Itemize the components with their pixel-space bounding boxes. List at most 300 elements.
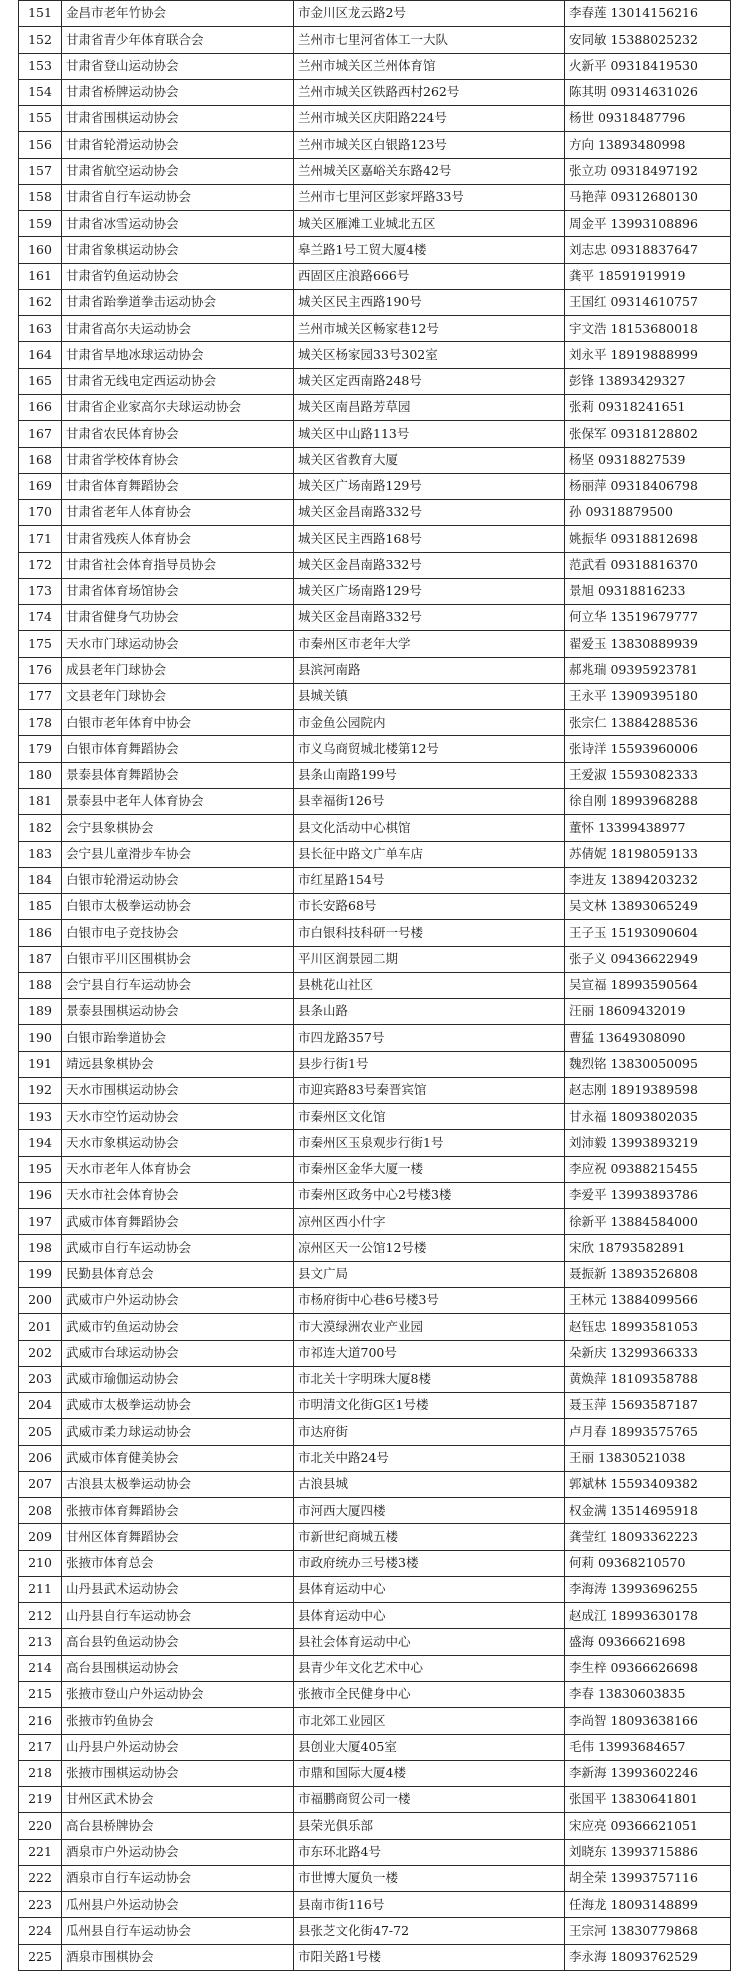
address-cell: 城关区金昌南路332号	[294, 605, 565, 631]
table-row	[19, 1813, 731, 1839]
address-cell: 市北关中路24号	[294, 1445, 565, 1471]
row-number-cell: 188	[19, 972, 62, 998]
row-number-cell: 190	[19, 1025, 62, 1051]
address-cell: 城关区雁滩工业城北五区	[294, 211, 565, 237]
table-row	[19, 1261, 731, 1287]
contact-cell: 李新海 13993602246	[565, 1760, 731, 1786]
row-number-cell: 194	[19, 1130, 62, 1156]
row-number-cell: 171	[19, 526, 62, 552]
contact-cell: 李进友 13894203232	[565, 867, 731, 893]
table-row	[19, 1340, 731, 1366]
association-name-cell: 甘州区武术协会	[62, 1787, 294, 1813]
table-row	[19, 27, 731, 53]
contact-cell: 曹猛 13649308090	[565, 1025, 731, 1051]
table-row	[19, 1944, 731, 1970]
address-cell: 市金鱼公园院内	[294, 710, 565, 736]
address-cell: 古浪县城	[294, 1471, 565, 1497]
contact-cell: 方向 13893480998	[565, 132, 731, 158]
contact-cell: 吴文林 13893065249	[565, 894, 731, 920]
contact-cell: 李尚智 18093638166	[565, 1708, 731, 1734]
table-row	[19, 1576, 731, 1602]
association-name-cell: 天水市围棋运动协会	[62, 1077, 294, 1103]
table-row	[19, 1156, 731, 1182]
contact-cell: 陈其明 09314631026	[565, 79, 731, 105]
row-number-cell: 174	[19, 605, 62, 631]
row-number-cell: 159	[19, 211, 62, 237]
row-number-cell: 192	[19, 1077, 62, 1103]
address-cell: 市迎宾路83号秦晋宾馆	[294, 1077, 565, 1103]
association-name-cell: 武威市太极拳运动协会	[62, 1393, 294, 1419]
association-name-cell: 甘肃省无线电定西运动协会	[62, 368, 294, 394]
contact-cell: 魏烈铭 13830050095	[565, 1051, 731, 1077]
row-number-cell: 167	[19, 421, 62, 447]
address-cell: 县城关镇	[294, 683, 565, 709]
table-row	[19, 1918, 731, 1944]
association-name-cell: 高台县桥牌协会	[62, 1813, 294, 1839]
association-name-cell: 高台县围棋运动协会	[62, 1655, 294, 1681]
address-cell: 兰州城关区嘉峪关东路42号	[294, 158, 565, 184]
address-cell: 市四龙路357号	[294, 1025, 565, 1051]
contact-cell: 范武看 09318816370	[565, 552, 731, 578]
address-cell: 城关区民主西路190号	[294, 289, 565, 315]
address-cell: 县条山南路199号	[294, 762, 565, 788]
address-cell: 城关区金昌南路332号	[294, 500, 565, 526]
table-row	[19, 526, 731, 552]
association-name-cell: 甘肃省高尔夫运动协会	[62, 316, 294, 342]
contact-cell: 刘晓东 13993715886	[565, 1839, 731, 1865]
row-number-cell: 151	[19, 1, 62, 27]
association-name-cell: 甘肃省农民体育协会	[62, 421, 294, 447]
contact-cell: 张子义 09436622949	[565, 946, 731, 972]
table-row	[19, 1682, 731, 1708]
contact-cell: 汪丽 18609432019	[565, 999, 731, 1025]
association-name-cell: 甘肃省围棋运动协会	[62, 106, 294, 132]
association-name-cell: 白银市太极拳运动协会	[62, 894, 294, 920]
contact-cell: 李春 13830603835	[565, 1682, 731, 1708]
table-row	[19, 106, 731, 132]
contact-cell: 李春莲 13014156216	[565, 1, 731, 27]
contact-cell: 王爱淑 15593082333	[565, 762, 731, 788]
row-number-cell: 160	[19, 237, 62, 263]
association-name-cell: 酒泉市自行车运动协会	[62, 1865, 294, 1891]
address-cell: 市杨府街中心巷6号楼3号	[294, 1288, 565, 1314]
address-cell: 城关区省教育大厦	[294, 447, 565, 473]
table-row	[19, 289, 731, 315]
contact-cell: 赵钰忠 18993581053	[565, 1314, 731, 1340]
contact-cell: 孙 09318879500	[565, 500, 731, 526]
contact-cell: 王永平 13909395180	[565, 683, 731, 709]
contact-cell: 姚振华 09318812698	[565, 526, 731, 552]
row-number-cell: 214	[19, 1655, 62, 1681]
row-number-cell: 219	[19, 1787, 62, 1813]
table-row	[19, 1025, 731, 1051]
table-row	[19, 736, 731, 762]
row-number-cell: 217	[19, 1734, 62, 1760]
address-cell: 县滨河南路	[294, 657, 565, 683]
association-name-cell: 瓜州县户外运动协会	[62, 1892, 294, 1918]
contact-cell: 何莉 09368210570	[565, 1550, 731, 1576]
contact-cell: 何立华 13519679777	[565, 605, 731, 631]
association-name-cell: 甘肃省老年人体育协会	[62, 500, 294, 526]
association-name-cell: 酒泉市户外运动协会	[62, 1839, 294, 1865]
row-number-cell: 170	[19, 500, 62, 526]
address-cell: 凉州区天一公馆12号楼	[294, 1235, 565, 1261]
association-name-cell: 甘肃省冰雪运动协会	[62, 211, 294, 237]
table-row	[19, 473, 731, 499]
association-name-cell: 武威市台球运动协会	[62, 1340, 294, 1366]
association-name-cell: 酒泉市围棋协会	[62, 1944, 294, 1970]
row-number-cell: 204	[19, 1393, 62, 1419]
address-cell: 市新世纪商城五楼	[294, 1524, 565, 1550]
contact-cell: 龚平 18591919919	[565, 263, 731, 289]
row-number-cell: 156	[19, 132, 62, 158]
contact-cell: 聂振新 13893526808	[565, 1261, 731, 1287]
table-row	[19, 841, 731, 867]
row-number-cell: 175	[19, 631, 62, 657]
table-row	[19, 79, 731, 105]
address-cell: 县条山路	[294, 999, 565, 1025]
table-row	[19, 1471, 731, 1497]
contact-cell: 杨丽萍 09318406798	[565, 473, 731, 499]
association-name-cell: 天水市门球运动协会	[62, 631, 294, 657]
address-cell: 县幸福街126号	[294, 788, 565, 814]
row-number-cell: 198	[19, 1235, 62, 1261]
association-name-cell: 甘肃省跆拳道拳击运动协会	[62, 289, 294, 315]
contact-cell: 宋欣 18793582891	[565, 1235, 731, 1261]
address-cell: 县体育运动中心	[294, 1603, 565, 1629]
row-number-cell: 158	[19, 184, 62, 210]
association-name-cell: 武威市体育舞蹈协会	[62, 1209, 294, 1235]
row-number-cell: 153	[19, 53, 62, 79]
table-row	[19, 368, 731, 394]
address-cell: 县体育运动中心	[294, 1576, 565, 1602]
table-row	[19, 999, 731, 1025]
contact-cell: 任海龙 18093148899	[565, 1892, 731, 1918]
association-name-cell: 会宁县象棋协会	[62, 815, 294, 841]
contact-cell: 王宗河 13830779868	[565, 1918, 731, 1944]
row-number-cell: 164	[19, 342, 62, 368]
contact-cell: 徐自刚 18993968288	[565, 788, 731, 814]
row-number-cell: 161	[19, 263, 62, 289]
row-number-cell: 201	[19, 1314, 62, 1340]
contact-cell: 甘永福 18093802035	[565, 1104, 731, 1130]
association-name-cell: 张掖市围棋运动协会	[62, 1760, 294, 1786]
association-name-cell: 白银市电子竞技协会	[62, 920, 294, 946]
table-row	[19, 1655, 731, 1681]
contact-cell: 王子玉 15193090604	[565, 920, 731, 946]
table-row	[19, 1104, 731, 1130]
row-number-cell: 213	[19, 1629, 62, 1655]
address-cell: 县长征中路文广单车店	[294, 841, 565, 867]
contact-cell: 杨世 09318487796	[565, 106, 731, 132]
address-cell: 县桃花山社区	[294, 972, 565, 998]
table-row	[19, 788, 731, 814]
address-cell: 张掖市全民健身中心	[294, 1682, 565, 1708]
association-name-cell: 甘肃省青少年体育联合会	[62, 27, 294, 53]
association-name-cell: 武威市自行车运动协会	[62, 1235, 294, 1261]
contact-cell: 郭斌林 15593409382	[565, 1471, 731, 1497]
association-name-cell: 白银市轮滑运动协会	[62, 867, 294, 893]
table-row	[19, 211, 731, 237]
address-cell: 市秦州区金华大厦一楼	[294, 1156, 565, 1182]
contact-cell: 马艳萍 09312680130	[565, 184, 731, 210]
table-row	[19, 657, 731, 683]
row-number-cell: 189	[19, 999, 62, 1025]
row-number-cell: 166	[19, 394, 62, 420]
contact-cell: 张宗仁 13884288536	[565, 710, 731, 736]
address-cell: 西固区庄浪路666号	[294, 263, 565, 289]
row-number-cell: 157	[19, 158, 62, 184]
table-row	[19, 53, 731, 79]
table-row	[19, 894, 731, 920]
contact-cell: 权金满 13514695918	[565, 1498, 731, 1524]
association-name-cell: 甘肃省健身气功协会	[62, 605, 294, 631]
table-row	[19, 867, 731, 893]
table-row	[19, 1734, 731, 1760]
row-number-cell: 180	[19, 762, 62, 788]
address-cell: 市长安路68号	[294, 894, 565, 920]
contact-cell: 张保军 09318128802	[565, 421, 731, 447]
table-row	[19, 132, 731, 158]
contact-cell: 郝兆瑞 09395923781	[565, 657, 731, 683]
row-number-cell: 218	[19, 1760, 62, 1786]
address-cell: 市阳关路1号楼	[294, 1944, 565, 1970]
row-number-cell: 169	[19, 473, 62, 499]
row-number-cell: 200	[19, 1288, 62, 1314]
contact-cell: 黄焕萍 18109358788	[565, 1366, 731, 1392]
table-row	[19, 605, 731, 631]
table-row	[19, 447, 731, 473]
row-number-cell: 186	[19, 920, 62, 946]
contact-cell: 王林元 13884099566	[565, 1288, 731, 1314]
association-name-cell: 甘肃省自行车运动协会	[62, 184, 294, 210]
table-row	[19, 1865, 731, 1891]
row-number-cell: 215	[19, 1682, 62, 1708]
association-name-cell: 文县老年门球协会	[62, 683, 294, 709]
table-row	[19, 158, 731, 184]
table-row	[19, 1708, 731, 1734]
table-row	[19, 972, 731, 998]
contact-cell: 安同敏 15388025232	[565, 27, 731, 53]
address-cell: 市明清文化街G区1号楼	[294, 1393, 565, 1419]
row-number-cell: 183	[19, 841, 62, 867]
address-cell: 县社会体育运动中心	[294, 1629, 565, 1655]
table-row	[19, 342, 731, 368]
row-number-cell: 187	[19, 946, 62, 972]
row-number-cell: 195	[19, 1156, 62, 1182]
address-cell: 市祁连大道700号	[294, 1340, 565, 1366]
row-number-cell: 225	[19, 1944, 62, 1970]
table-row	[19, 920, 731, 946]
row-number-cell: 209	[19, 1524, 62, 1550]
address-cell: 市政府统办三号楼3楼	[294, 1550, 565, 1576]
association-name-cell: 瓜州县自行车运动协会	[62, 1918, 294, 1944]
contact-cell: 刘志忠 09318837647	[565, 237, 731, 263]
association-name-cell: 甘州区体育舞蹈协会	[62, 1524, 294, 1550]
address-cell: 城关区广场南路129号	[294, 473, 565, 499]
table-row	[19, 1209, 731, 1235]
association-name-cell: 天水市社会体育协会	[62, 1182, 294, 1208]
row-number-cell: 168	[19, 447, 62, 473]
association-name-cell: 甘肃省旱地冰球运动协会	[62, 342, 294, 368]
address-cell: 市金川区龙云路2号	[294, 1, 565, 27]
table-row	[19, 237, 731, 263]
address-cell: 城关区中山路113号	[294, 421, 565, 447]
row-number-cell: 199	[19, 1261, 62, 1287]
table-row	[19, 631, 731, 657]
contact-cell: 盛海 09366621698	[565, 1629, 731, 1655]
table-row	[19, 1235, 731, 1261]
table-row	[19, 762, 731, 788]
table-row	[19, 316, 731, 342]
address-cell: 城关区南昌路芳草园	[294, 394, 565, 420]
contact-cell: 徐新平 13884584000	[565, 1209, 731, 1235]
association-name-cell: 白银市老年体育中协会	[62, 710, 294, 736]
association-name-cell: 武威市体育健美协会	[62, 1445, 294, 1471]
table-row	[19, 1839, 731, 1865]
contact-cell: 火新平 09318419530	[565, 53, 731, 79]
association-name-cell: 甘肃省桥牌运动协会	[62, 79, 294, 105]
address-cell: 兰州市城关区兰州体育馆	[294, 53, 565, 79]
table-row	[19, 1524, 731, 1550]
address-cell: 市秦州区市老年大学	[294, 631, 565, 657]
contact-cell: 宋应亮 09366621051	[565, 1813, 731, 1839]
address-cell: 城关区民主西路168号	[294, 526, 565, 552]
table-row	[19, 1314, 731, 1340]
association-name-cell: 山丹县户外运动协会	[62, 1734, 294, 1760]
table-row	[19, 184, 731, 210]
association-name-cell: 甘肃省社会体育指导员协会	[62, 552, 294, 578]
association-name-cell: 武威市钓鱼运动协会	[62, 1314, 294, 1340]
row-number-cell: 203	[19, 1366, 62, 1392]
address-cell: 县南市街116号	[294, 1892, 565, 1918]
association-name-cell: 甘肃省轮滑运动协会	[62, 132, 294, 158]
table-row	[19, 1603, 731, 1629]
contact-cell: 赵成江 18993630178	[565, 1603, 731, 1629]
table-row	[19, 1393, 731, 1419]
row-number-cell: 155	[19, 106, 62, 132]
row-number-cell: 176	[19, 657, 62, 683]
row-number-cell: 208	[19, 1498, 62, 1524]
row-number-cell: 178	[19, 710, 62, 736]
contact-cell: 张国平 13830641801	[565, 1787, 731, 1813]
association-name-cell: 甘肃省企业家高尔夫球运动协会	[62, 394, 294, 420]
address-cell: 县张芝文化街47-72	[294, 1918, 565, 1944]
contact-cell: 张莉 09318241651	[565, 394, 731, 420]
table-row	[19, 1760, 731, 1786]
association-name-cell: 靖远县象棋协会	[62, 1051, 294, 1077]
table-row	[19, 1077, 731, 1103]
row-number-cell: 221	[19, 1839, 62, 1865]
table-row	[19, 683, 731, 709]
row-number-cell: 191	[19, 1051, 62, 1077]
address-cell: 市河西大厦四楼	[294, 1498, 565, 1524]
table-row	[19, 1288, 731, 1314]
association-name-cell: 武威市户外运动协会	[62, 1288, 294, 1314]
address-cell: 县文化活动中心棋馆	[294, 815, 565, 841]
association-name-cell: 山丹县自行车运动协会	[62, 1603, 294, 1629]
address-cell: 市秦州区文化馆	[294, 1104, 565, 1130]
row-number-cell: 152	[19, 27, 62, 53]
association-name-cell: 白银市平川区围棋协会	[62, 946, 294, 972]
contact-cell: 王丽 13830521038	[565, 1445, 731, 1471]
address-cell: 城关区定西南路248号	[294, 368, 565, 394]
association-name-cell: 武威市柔力球运动协会	[62, 1419, 294, 1445]
address-cell: 城关区金昌南路332号	[294, 552, 565, 578]
association-name-cell: 甘肃省钓鱼运动协会	[62, 263, 294, 289]
association-name-cell: 天水市空竹运动协会	[62, 1104, 294, 1130]
table-row	[19, 710, 731, 736]
row-number-cell: 181	[19, 788, 62, 814]
row-number-cell: 172	[19, 552, 62, 578]
contact-cell: 宇文浩 18153680018	[565, 316, 731, 342]
table-row	[19, 263, 731, 289]
address-cell: 兰州市城关区铁路西村262号	[294, 79, 565, 105]
association-name-cell: 天水市象棋运动协会	[62, 1130, 294, 1156]
contact-cell: 李爱平 13993893786	[565, 1182, 731, 1208]
table-row	[19, 1892, 731, 1918]
address-cell: 兰州市七里河区彭家坪路33号	[294, 184, 565, 210]
association-name-cell: 景泰县体育舞蹈协会	[62, 762, 294, 788]
table-row	[19, 1550, 731, 1576]
row-number-cell: 196	[19, 1182, 62, 1208]
contact-cell: 李海涛 13993696255	[565, 1576, 731, 1602]
contact-cell: 吴宣福 18993590564	[565, 972, 731, 998]
address-cell: 市红星路154号	[294, 867, 565, 893]
address-cell: 市鼎和国际大厦4楼	[294, 1760, 565, 1786]
row-number-cell: 224	[19, 1918, 62, 1944]
table-row	[19, 578, 731, 604]
address-cell: 市白银科技科研一号楼	[294, 920, 565, 946]
contact-cell: 赵志刚 18919389598	[565, 1077, 731, 1103]
row-number-cell: 211	[19, 1576, 62, 1602]
table-row	[19, 946, 731, 972]
contact-cell: 毛伟 13993684657	[565, 1734, 731, 1760]
row-number-cell: 165	[19, 368, 62, 394]
table-row	[19, 815, 731, 841]
table-body	[19, 1, 731, 1971]
address-cell: 兰州市城关区白银路123号	[294, 132, 565, 158]
contact-cell: 聂玉萍 15693587187	[565, 1393, 731, 1419]
association-name-cell: 甘肃省体育舞蹈协会	[62, 473, 294, 499]
contact-cell: 李应祝 09388215455	[565, 1156, 731, 1182]
association-name-cell: 甘肃省体育场馆协会	[62, 578, 294, 604]
association-name-cell: 高台县钓鱼运动协会	[62, 1629, 294, 1655]
association-name-cell: 张掖市钓鱼协会	[62, 1708, 294, 1734]
address-cell: 城关区广场南路129号	[294, 578, 565, 604]
table-row	[19, 1, 731, 27]
association-name-cell: 甘肃省学校体育协会	[62, 447, 294, 473]
contact-cell: 李永海 18093762529	[565, 1944, 731, 1970]
address-cell: 县创业大厦405室	[294, 1734, 565, 1760]
association-name-cell: 成县老年门球协会	[62, 657, 294, 683]
address-cell: 市北郊工业园区	[294, 1708, 565, 1734]
row-number-cell: 193	[19, 1104, 62, 1130]
contact-cell: 刘永平 18919888999	[565, 342, 731, 368]
table-row	[19, 1498, 731, 1524]
association-name-cell: 武威市瑜伽运动协会	[62, 1366, 294, 1392]
table-row	[19, 1182, 731, 1208]
address-cell: 兰州市城关区庆阳路224号	[294, 106, 565, 132]
contact-cell: 周金平 13993108896	[565, 211, 731, 237]
contact-cell: 龚莹红 18093362223	[565, 1524, 731, 1550]
association-name-cell: 会宁县儿童滑步车协会	[62, 841, 294, 867]
row-number-cell: 206	[19, 1445, 62, 1471]
table-row	[19, 394, 731, 420]
contact-cell: 杨坚 09318827539	[565, 447, 731, 473]
row-number-cell: 202	[19, 1340, 62, 1366]
address-cell: 县荣光俱乐部	[294, 1813, 565, 1839]
